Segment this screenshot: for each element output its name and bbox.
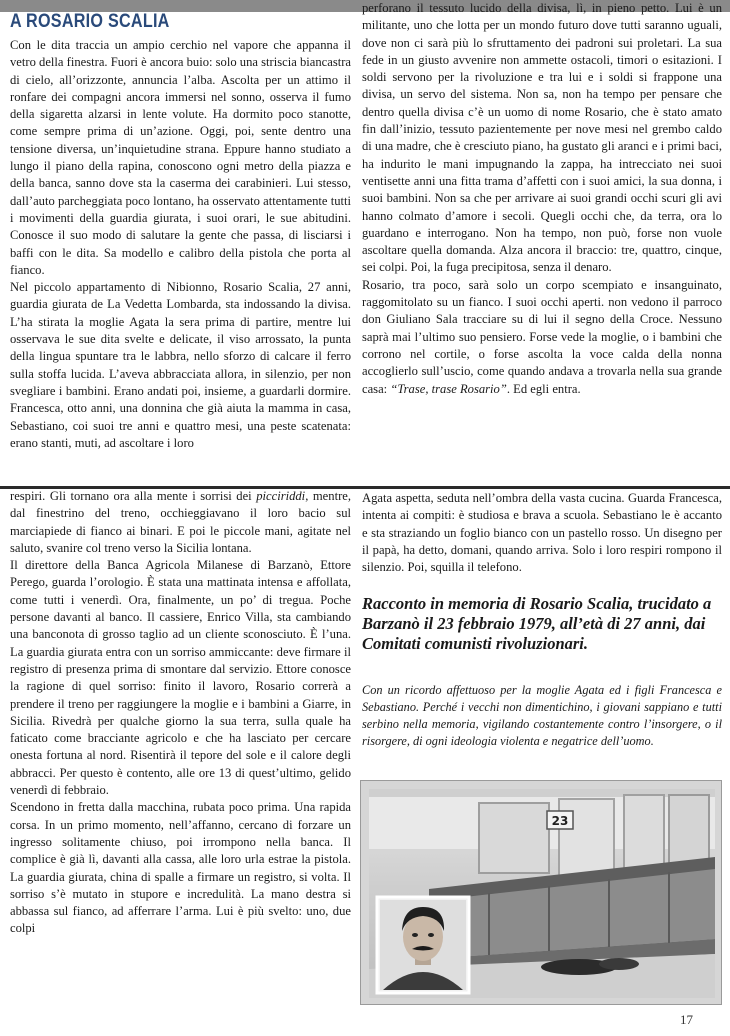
quote: “Trase, trase Rosario” bbox=[390, 381, 507, 396]
paragraph bbox=[10, 488, 351, 557]
paragraph: perforano il tessuto lucido della divisa, lì, in pieno petto. Lui è un militante, uno che lotta per un mondo futuro dove tutti saranno uguali, dove non ci sarà più lo sfruttamento dei padroni sui proletari. La sua fede in un giusto avvenire non ammette ostacoli, timori o esitazioni. I soldi servono per la rivoluzione e tra lui e i soldi si frappone una divisa, un servo del sistema. Non sa, non ha tempo per pensare che dentro quella divisa c’è un uomo di nome Rosario, che è stato amato fin dall’inizio, tessuto pazientemente per nove mesi nel grembo caldo di una madre, che è cresciuto piano, ha gustato gli aranci e i primi baci, ha indurito le mani impugnando la zappa, ha intrecciato nei suoi ventisette anni una fitta trama d’affetti con i suoi amici, la sua donna, i suoi bambini. Non sa che per arrivare ai suoi grandi occhi scuri gli avi hanno colmato d’amore i secoli. Quegli occhi che, da terra, ora lo guardano e interrogano. Non ha tempo, non può, forse non vuole ascoltare quella domanda. Alza ancora il braccio: tre, quattro, cinque, sei colpi. Poi, la fuga precipitosa, senza il denaro. bbox=[362, 1, 722, 275]
photo-frame bbox=[360, 780, 722, 1005]
paragraph: Nel piccolo appartamento di Nibionno, Rosario Scalia, 27 anni, guardia giurata de La Vedetta Lombarda, sta indossando la divisa. L’ha stirata la moglie Agata la sera prima di partire, mentre lui osservava le sue dita svelte e delicate, il viso arrossato, la punta della lingua spuntare tra le labbra, nello sforzo di calcare il ferro sulla stoffa lucida. L’aveva abbracciata allora, in silenzio, per non svegliare i bambini. Erano andati poi, insieme, a guardarli dormire. Francesca, otto anni, una donnina che già aiuta la mamma in casa, Sebastiano, coi suoi tre anni e quattro mesi, una peste scatenata: erano stanti, muti, ad ascoltare i loro bbox=[10, 280, 351, 450]
right-column-bottom bbox=[362, 490, 722, 590]
dedication-text: Con un ricordo affettuoso per la moglie Agata ed i figli Francesca e Sebastiano. Perché i vecchi non dimentichino, i giovani sappiano e tutti serbino nella memoria, vigilando costantemente contro l’insorgere, o il risorgere, di ogni ideologia violenta e negatrice dell’uomo. bbox=[362, 683, 722, 748]
bank-interior-photo bbox=[369, 789, 715, 998]
text-run: . Ed egli entra. bbox=[506, 381, 581, 396]
paragraph: Il direttore della Banca Agricola Milanese di Barzanò, Ettore Perego, guarda l’orologio. È stata una mattinata intensa e affollata, come tutti i venerdì. Ora, finalmente, un po’ di tregua. Poche persone davanti al banco. Il cassiere, Enrico Villa, sta cambiando una banconota di grosso taglio ad un cliente sconosciuto. È l’una. La guardia giurata entra con un sorriso ammiccante: deve firmare il registro di presenza prima di smontare dal servizio. Ettore conosce la ragione di quel sorriso: finito il lavoro, Rosario correrà a prendere il treno per raggiungere la moglie e i bambini a Giarre, in Sicilia. Rivedrà per qualche giorno la sua terra, sulla quale ha faticato come bracciante agricolo e che ha lasciato per cercare onesta fortuna al nord. Risentirà il tepore del sole e il calore degli abbracci. Per questo è contento, alle ore 13 di quest’ultimo, gelido venerdì di febbraio. bbox=[10, 558, 351, 798]
article-title: A ROSARIO SCALIA bbox=[10, 11, 170, 32]
left-column-bottom bbox=[10, 488, 351, 1008]
memorial-caption: Racconto in memoria di Rosario Scalia, trucidato a Barzanò il 23 febbraio 1979, all’età di 27 anni, dai Comitati comunisti rivoluzionari. bbox=[362, 594, 712, 653]
text-run: Rosario, tra poco, sarà solo un corpo scempiato e insanguinato, raggomitolato su un fianco. I suoi occhi aperti. non vedono il parroco don Giuliano Sala tracciare su di lui il segno della Croce. Nessuno saprà mai l’ultimo suo pensiero. Forse vede la moglie, o i bambini che corrono nel cortile, o forse ascolta la voce calda della nonna accoglierlo sull’uscio, come quando andava a trovarla nella sua grande casa: bbox=[362, 277, 722, 396]
text-run: respiri. Gli tornano ora alla mente i sorrisi dei bbox=[10, 489, 257, 503]
photo-sign-text: 23 bbox=[551, 814, 569, 828]
photo-illustration bbox=[369, 789, 715, 998]
italic-word: picciriddi bbox=[256, 489, 306, 503]
paragraph: Agata aspetta, seduta nell’ombra della vasta cucina. Guarda Francesca, intenta ai compiti: è studiosa e brava a scuola. Sebastiano le è accanto e sta straziando un foglio bianco con un pastello rosso. Un disegno per il papà, ha detto, domani, quando arriva. Solo i loro respiri rompono il silenzio. Poi, squilla il telefono. bbox=[362, 491, 722, 575]
paragraph bbox=[362, 277, 722, 398]
text-run: , mentre, dal finestrino del treno, occhieggiavano il loro bacio sul marciapiede di fianco ai binari. E poi le piccole mani, agitate nel saluto, svanire col treno verso la Sicilia lontana. bbox=[10, 489, 351, 555]
left-column-top bbox=[10, 37, 351, 487]
page-number: 17 bbox=[680, 1012, 693, 1027]
paragraph: Con le dita traccia un ampio cerchio nel vapore che appanna il vetro della finestra. Fuori è ancora buio: solo una striscia biancastra di cielo, all’orizzonte, annuncia l’alba. Ascolta per un attimo il ronfare dei compagni ancora immersi nel sonno, osserva il fumo della sigaretta alzarsi in lente volute. Ha dormito poco stanotte, come sempre prima di un’azione. Oggi, poi, sente dentro una tensione diversa, un’inquietudine strana. Eppure hanno studiato a lungo il piano della rapina, conoscono ogni metro della piazza e della banca, sanno dove sta la caserma dei carabinieri. Lui stesso, dall’auto parcheggiata poco lontano, ha osservato attentamente tutti i movimenti della guardia giurata, i suoi orari, le sue abitudini. Conosce il suo modo di salutare la gente che passa, di lisciarsi i baffi con le dita. Sa modello e calibro della pistola che porta al fianco. bbox=[10, 38, 351, 277]
right-column-top bbox=[362, 0, 722, 486]
paragraph: Scendono in fretta dalla macchina, rubata poco prima. Una rapida corsa. In un primo momento, nell’affanno, cercano di forzare un ingresso solitamente chiuso, poi irrompono nella banca. Il complice è già lì, davanti alla cassa, alle loro urla estrae la pistola. La guardia giurata, china di spalle a firmare un registro, si volta. Il sorriso s’è mutato in stupore e incredulità. La mano destra si abbassa sul fianco, ad afferrare l’arma. Lui è più svelto: uno, due colpi bbox=[10, 800, 351, 936]
